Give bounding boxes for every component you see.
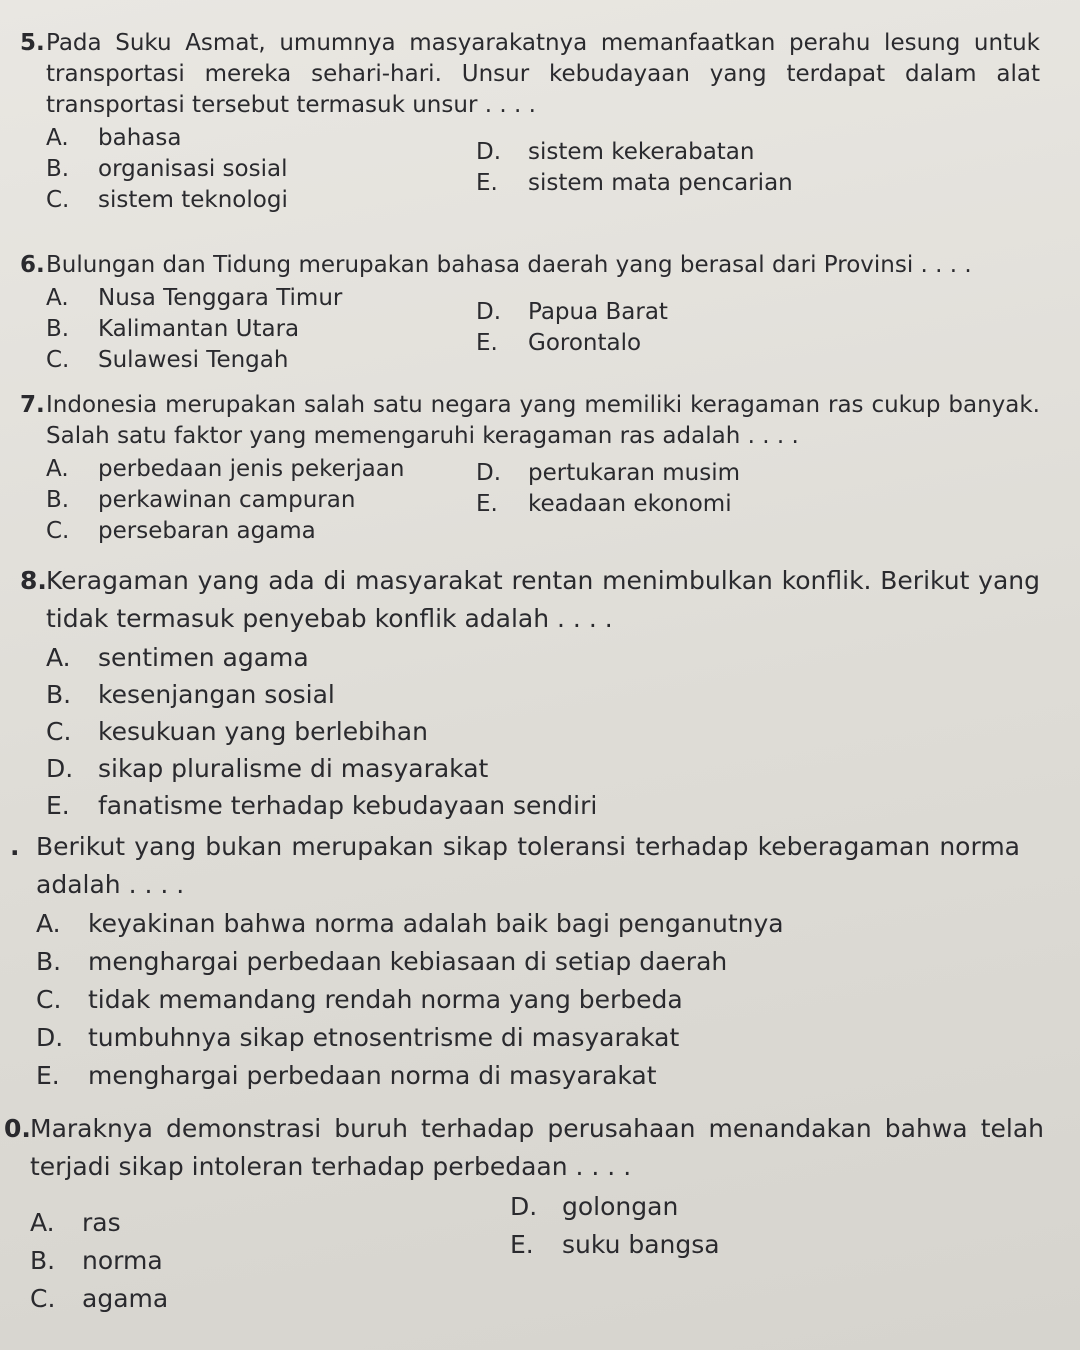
question-7 — [20, 390, 1040, 547]
option-c[interactable]: C. tidak memandang rendah norma yang berbeda — [36, 985, 683, 1014]
option-b[interactable]: B. norma — [30, 1246, 163, 1275]
option-a[interactable]: A. ras — [30, 1208, 121, 1237]
question-5 — [20, 28, 1040, 216]
option-d[interactable]: D. pertukaran musim — [476, 460, 741, 486]
option-a[interactable]: A. perbedaan jenis pekerjaan — [46, 456, 405, 482]
question-number: 6. — [20, 252, 45, 278]
option-e[interactable]: E. keadaan ekonomi — [476, 491, 732, 517]
question-9 — [10, 828, 1020, 1098]
answer-options — [14, 1188, 1044, 1318]
question-10 — [4, 1110, 1044, 1318]
option-a[interactable]: A. sentimen agama — [46, 643, 309, 672]
answer-options — [30, 283, 1040, 376]
question-number: 8. — [20, 566, 47, 595]
option-b[interactable]: B. kesenjangan sosial — [46, 680, 335, 709]
question-stem — [20, 390, 1040, 452]
question-stem — [10, 828, 1020, 904]
question-number: 7. — [20, 392, 45, 418]
option-e[interactable]: E. menghargai perbedaan norma di masyarakat — [36, 1061, 657, 1090]
option-d[interactable]: D. sikap pluralisme di masyarakat — [46, 754, 489, 783]
question-text: Berikut yang bukan merupakan sikap toleransi terhadap keberagaman norma adalah . . . . — [36, 832, 1020, 899]
question-stem — [4, 1110, 1044, 1186]
option-c[interactable]: C. kesukuan yang berlebihan — [46, 717, 428, 746]
option-a[interactable]: A. Nusa Tenggara Timur — [46, 285, 343, 311]
option-d[interactable]: D. Papua Barat — [476, 299, 668, 325]
answer-options — [20, 908, 1020, 1092]
question-stem — [20, 28, 1040, 121]
question-number: 5. — [20, 30, 45, 56]
option-a[interactable]: A. keyakinan bahwa norma adalah baik bagi penganutnya — [36, 909, 784, 938]
question-text: Pada Suku Asmat, umumnya masyarakatnya memanfaatkan perahu lesung untuk transportasi mereka sehari-hari. Unsur kebudayaan yang terdapat dalam alat transportasi tersebut termasuk unsur . . . . — [46, 30, 1040, 118]
question-number: 0. — [4, 1114, 31, 1143]
option-b[interactable]: B. perkawinan campuran — [46, 487, 356, 513]
option-e[interactable]: E. sistem mata pencarian — [476, 170, 793, 196]
question-stem — [20, 250, 1040, 281]
option-e[interactable]: E. suku bangsa — [510, 1230, 720, 1259]
question-text: Maraknya demonstrasi buruh terhadap perusahaan menandakan bahwa telah terjadi sikap intoleran terhadap perbedaan . . . . — [30, 1114, 1044, 1181]
answer-options — [30, 454, 1040, 547]
answer-options — [30, 123, 1040, 216]
option-b[interactable]: B. organisasi sosial — [46, 156, 288, 182]
option-c[interactable]: C. Sulawesi Tengah — [46, 347, 289, 373]
option-b[interactable]: B. menghargai perbedaan kebiasaan di setiap daerah — [36, 947, 728, 976]
question-text: Bulungan dan Tidung merupakan bahasa daerah yang berasal dari Provinsi . . . . — [46, 252, 972, 278]
option-b[interactable]: B. Kalimantan Utara — [46, 316, 300, 342]
question-number: . — [10, 832, 20, 861]
answer-options — [30, 642, 1040, 821]
option-e[interactable]: E. fanatisme terhadap kebudayaan sendiri — [46, 791, 598, 820]
option-c[interactable]: C. persebaran agama — [46, 518, 316, 544]
option-c[interactable]: C. agama — [30, 1284, 169, 1313]
option-e[interactable]: E. Gorontalo — [476, 330, 642, 356]
question-8 — [20, 562, 1040, 827]
option-a[interactable]: A. bahasa — [46, 125, 182, 151]
question-text: Keragaman yang ada di masyarakat rentan menimbulkan konflik. Berikut yang tidak termasuk penyebab konflik adalah . . . . — [46, 566, 1040, 633]
question-stem — [20, 562, 1040, 638]
question-text: Indonesia merupakan salah satu negara yang memiliki keragaman ras cukup banyak. Salah satu faktor yang memengaruhi keragaman ras adalah . . . . — [46, 392, 1040, 449]
option-d[interactable]: D. golongan — [510, 1192, 679, 1221]
option-d[interactable]: D. sistem kekerabatan — [476, 139, 755, 165]
option-c[interactable]: C. sistem teknologi — [46, 187, 288, 213]
option-d[interactable]: D. tumbuhnya sikap etnosentrisme di masyarakat — [36, 1023, 680, 1052]
question-6 — [20, 250, 1040, 376]
